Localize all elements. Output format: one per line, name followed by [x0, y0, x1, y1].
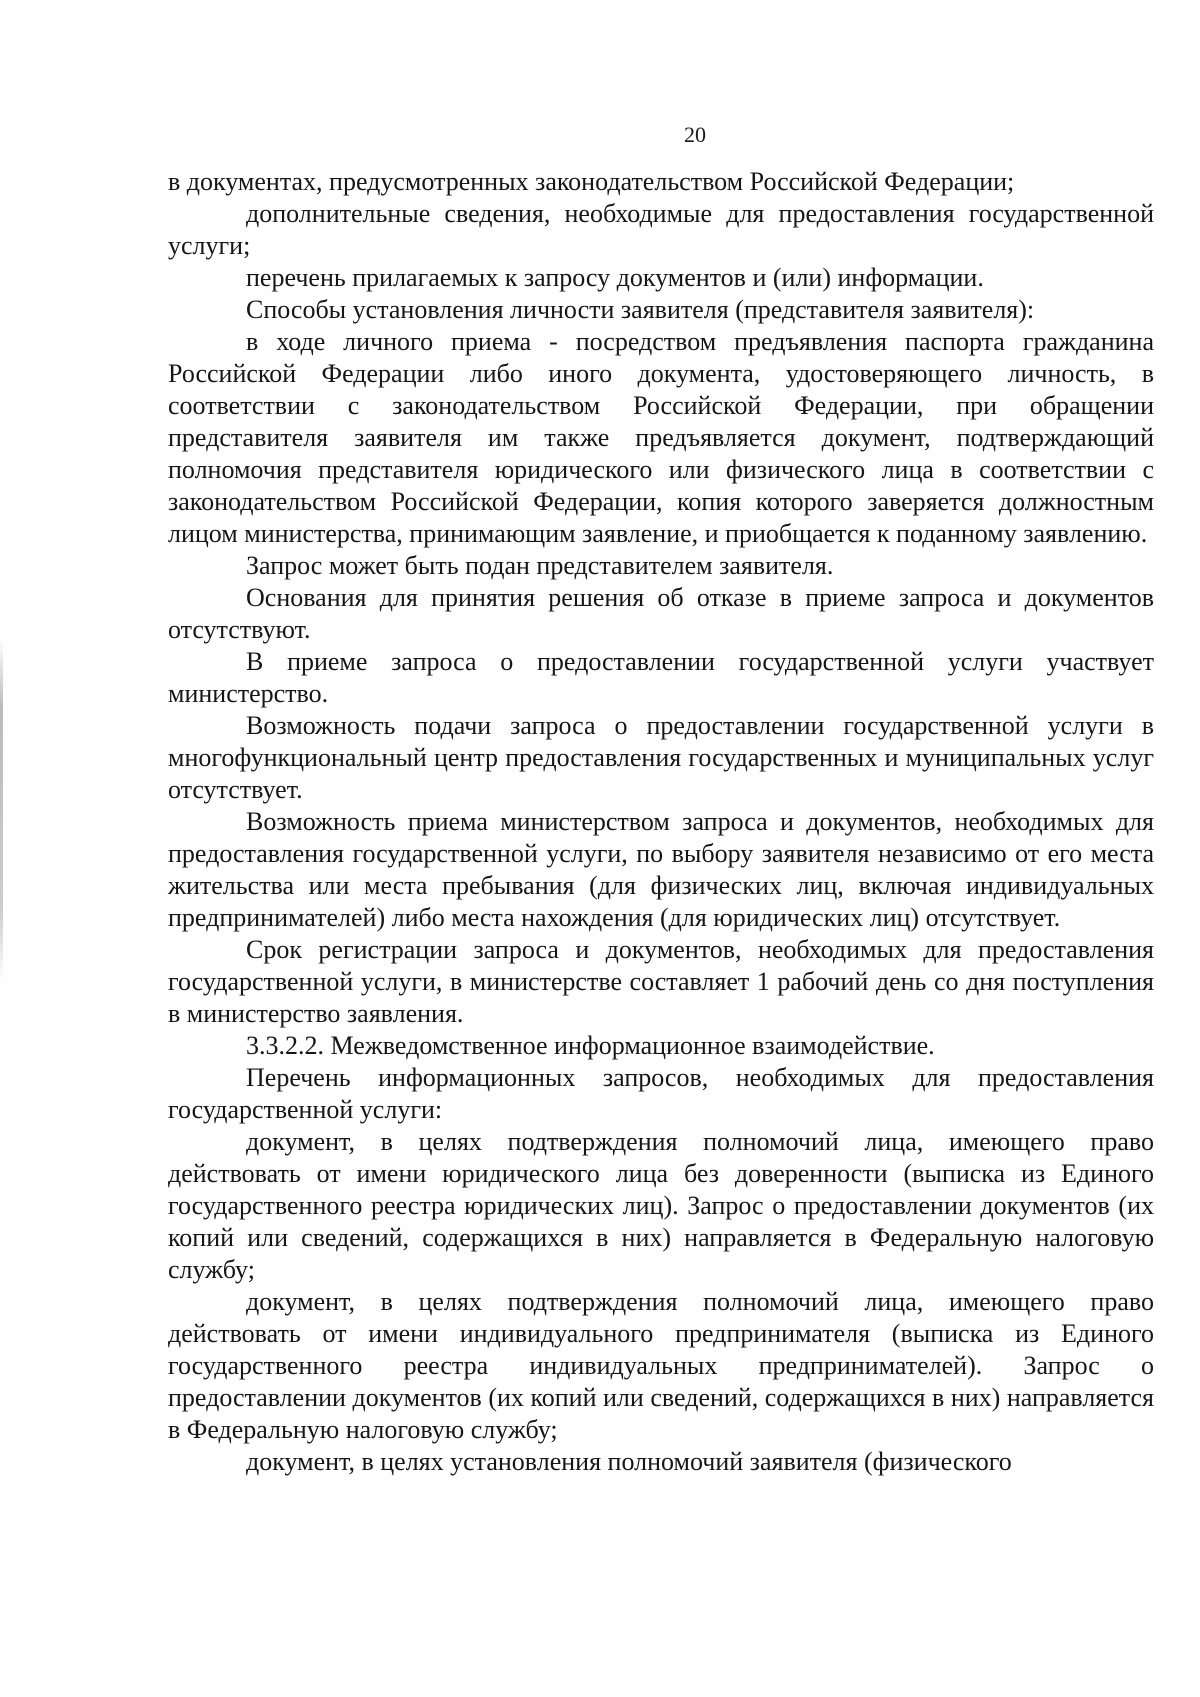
paragraph-10: Возможность приема министерством запроса и документов, необходимых для предоставления государственной услуги, по выбору заявителя независимо от его места жительства или места пребывания (для физических лиц, включая индивидуальных предпринимателей) либо места нахождения (для юридических лиц) отсутствует. — [168, 807, 1154, 932]
paragraph-9: Возможность подачи запроса о предоставлении государственной услуги в многофункциональный центр предоставления государственных и муниципальных услуг отсутствует. — [168, 711, 1154, 804]
paragraph-1: в документах, предусмотренных законодательством Российской Федерации; — [168, 167, 1015, 196]
paragraph-5: в ходе личного приема - посредством предъявления паспорта гражданина Российской Федерации либо иного документа, удостоверяющего личность, в соответствии с законодательством Российской Федерации, при обращении представителя заявителя им также предъявляется документ, подтверждающий полномочия представителя юридического или физического лица в соответствии с законодательством Российской Федерации, копия которого заверяется должностным лицом министерства, принимающим заявление, и приобщается к поданному заявлению. — [168, 327, 1154, 548]
paragraph-14: документ, в целях подтверждения полномочий лица, имеющего право действовать от имени юридического лица без доверенности (выписка из Единого государственного реестра юридических лиц). Запрос о предоставлении документов (их копий или сведений, содержащихся в них) направляется в Федеральную налоговую службу; — [168, 1127, 1154, 1284]
paragraph-8: В приеме запроса о предоставлении государственной услуги участвует министерство. — [168, 647, 1154, 708]
scan-edge-shadow — [0, 640, 3, 980]
document-body — [168, 166, 1154, 1478]
paragraph-3: перечень прилагаемых к запросу документов и (или) информации. — [246, 263, 984, 292]
paragraph-11: Срок регистрации запроса и документов, необходимых для предоставления государственной услуги, в министерстве составляет 1 рабочий день со дня поступления в министерство заявления. — [168, 935, 1154, 1028]
paragraph-4: Способы установления личности заявителя (представителя заявителя): — [246, 295, 1035, 324]
paragraph-7: Основания для принятия решения об отказе в приеме запроса и документов отсутствуют. — [168, 583, 1154, 644]
paragraph-6: Запрос может быть подан представителем заявителя. — [246, 551, 834, 580]
paragraph-16: документ, в целях установления полномочий заявителя (физического — [246, 1447, 1012, 1476]
paragraph-2: дополнительные сведения, необходимые для предоставления государственной услуги; — [168, 199, 1154, 260]
paragraph-12: 3.3.2.2. Межведомственное информационное взаимодействие. — [246, 1031, 935, 1060]
paragraph-13: Перечень информационных запросов, необходимых для предоставления государственной услуги: — [168, 1063, 1154, 1124]
page-number: 20 — [684, 122, 706, 147]
paragraph-15: документ, в целях подтверждения полномочий лица, имеющего право действовать от имени индивидуального предпринимателя (выписка из Единого государственного реестра индивидуальных предпринимателей). Запрос о предоставлении документов (их копий или сведений, содержащихся в них) направляется в Федеральную налоговую службу; — [168, 1287, 1154, 1444]
